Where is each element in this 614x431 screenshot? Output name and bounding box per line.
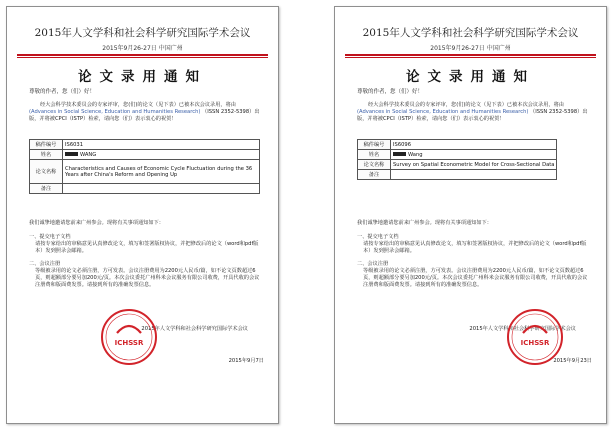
conference-date-location: 2015年9月26-27日 中国广州 (102, 45, 183, 52)
table-row (30, 140, 260, 150)
conference-date-location: 2015年9月26-27日 中国广州 (430, 45, 511, 52)
item2-body: 等级被录用的论文必须注册，方可发表。会议注册费用为2200元人民币/篇，如不论文页数超过6页，则超额部分要另加200元/页。本次会议委托广州科米会议服务有限公司收费，开具代收的会议注册费和版面费发票。请接到所有的准确发票信息。 (35, 268, 260, 288)
author-name-label: 姓名 (358, 150, 391, 160)
item2-heading: 二、会议注册 (29, 261, 61, 267)
invitation-line: 我们诚挚地邀请您前来广州参会。现将有关事项通知如下： (29, 220, 164, 226)
conference-title: 2015年人文学科和社会科学研究国际学术会议 (34, 27, 251, 39)
remarks-value (63, 184, 260, 194)
intro-text-a: 经大会科学技术委员会的专家评审，您(们)的论文（见下表）已被本次会议录用，将由 (40, 102, 236, 108)
item1-body: 请按专家给出的审稿意见认真修改论文，填写和签署版权协议，并把修改后的论文（word和pdf版本）发到照录会邮箱。 (35, 241, 259, 254)
redacted-name (393, 152, 406, 156)
conference-title: 2015年人文学科和社会科学研究国际学术会议 (362, 27, 579, 39)
table-row (358, 150, 557, 160)
item1-heading: 一、提交电子文档 (29, 234, 71, 240)
header-rule (345, 54, 596, 56)
item1-heading: 一、提交电子文档 (357, 234, 399, 240)
manuscript-id-label: 稿件编号 (358, 140, 391, 150)
paper-info-table (357, 139, 557, 180)
intro-text-a: 经大会科学技术委员会的专家评审，您(们)的论文（见下表）已被本次会议录用，将由 (368, 102, 564, 108)
paper-info-table (29, 139, 260, 194)
notice-title: 论文录用通知 (406, 69, 535, 85)
greeting: 尊敬的作者，您（们）好！ (29, 89, 96, 95)
item2-heading: 二、会议注册 (357, 261, 389, 267)
signing-date: 2015年9月7日 (228, 358, 264, 364)
signing-date: 2015年9月23日 (553, 358, 592, 364)
remarks-value (391, 170, 557, 180)
header-rule-thin (17, 57, 268, 58)
header-rule (17, 54, 268, 56)
seal-text: ICHSSR (114, 339, 144, 347)
item1-body: 请按专家给出的审稿意见认真修改论文，填写和签署版权协议，并把修改后的论文（word和pdf版本）发到照录会邮箱。 (363, 241, 587, 254)
intro-paragraph (357, 102, 588, 123)
intro-paragraph (29, 102, 260, 123)
greeting: 尊敬的作者，您（们）好！ (357, 89, 424, 95)
remarks-label: 备注 (358, 170, 391, 180)
intro-text-c: （ISSN 2352-5398）出版，并将被CPCI（ISTP）检索，请向您（们）表示衷心的祝贺！ (29, 109, 260, 122)
notice-title: 论文录用通知 (78, 69, 207, 85)
table-row (30, 184, 260, 194)
seal-text: ICHSSR (520, 339, 550, 347)
item2-body: 等级被录用的论文必须注册，方可发表。会议注册费用为2200元人民币/篇，如不论文页数超过6页，则超额部分要另加200元/页。本次会议委托广州科米会议服务有限公司收费，开具代收的会议注册费和版面费发票。请接到所有的准确发票信息。 (363, 268, 588, 288)
remarks-label: 备注 (30, 184, 63, 194)
table-row (358, 140, 557, 150)
author-name-label: 姓名 (30, 150, 63, 160)
paper-title-value: Survey on Spatial Econometric Model for Cross-Sectional Data (391, 160, 557, 170)
author-name-value: Wang (408, 151, 423, 158)
redacted-name (65, 152, 78, 156)
intro-journal: (Advances in Social Science, Education and Humanities Research) (357, 109, 529, 115)
author-name-value: WANG (80, 151, 97, 158)
author-name-cell (391, 150, 557, 160)
manuscript-id-value: IS6096 (391, 140, 557, 150)
table-row (358, 160, 557, 170)
intro-text-c: （ISSN 2352-5398）出版，并将被CPCI（ISTP）检索，请向您（们）表示衷心的祝贺！ (357, 109, 588, 122)
conference-seal (99, 307, 159, 367)
table-row (30, 160, 260, 184)
signing-organization: 2015年人文学科和社会科学研究国际学术会议 (141, 326, 248, 332)
table-row (30, 150, 260, 160)
header-rule-thin (345, 57, 596, 58)
acceptance-letter-left (6, 6, 279, 424)
paper-title-label: 论文名称 (30, 160, 63, 184)
signing-organization: 2015年人文学科和社会科学研究国际学术会议 (469, 326, 576, 332)
acceptance-letter-right (334, 6, 607, 424)
paper-title-label: 论文名称 (358, 160, 391, 170)
invitation-line: 我们诚挚地邀请您前来广州参会。现将有关事项通知如下： (357, 220, 492, 226)
manuscript-id-value: IS6031 (63, 140, 260, 150)
paper-title-value: Characteristics and Causes of Economic Cycle Fluctuation during the 36 Years after China's Reform and Opening Up (63, 160, 260, 184)
manuscript-id-label: 稿件编号 (30, 140, 63, 150)
author-name-cell (63, 150, 260, 160)
intro-journal: (Advances in Social Science, Education and Humanities Research) (29, 109, 201, 115)
table-row (358, 170, 557, 180)
